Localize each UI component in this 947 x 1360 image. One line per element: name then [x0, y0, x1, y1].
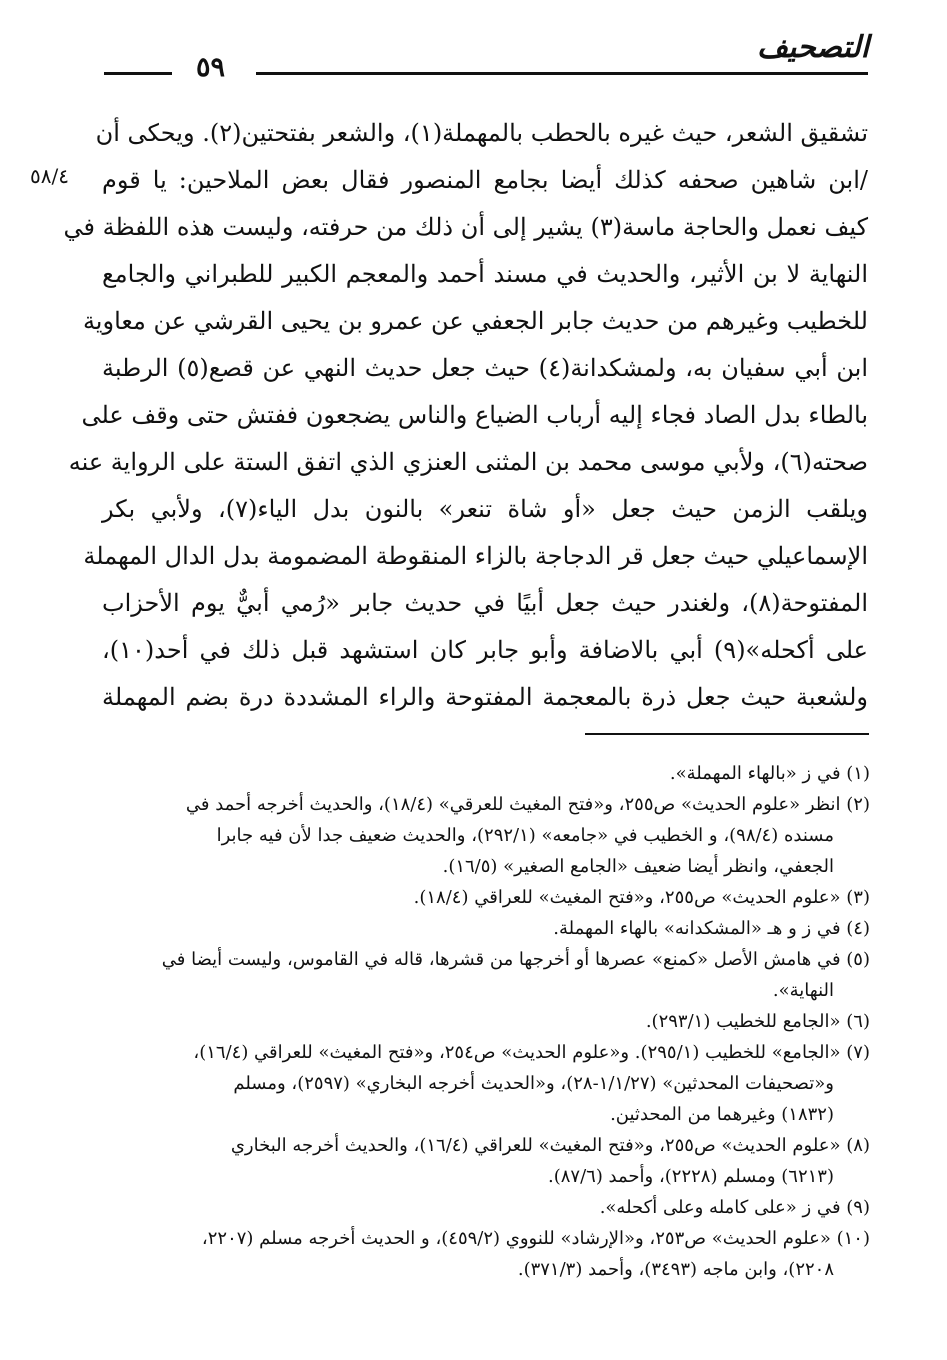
footnote-line: (١٠) «علوم الحديث» ص٢٥٣، و«الإرشاد» للنووي (٤٥٩/٢)، و الحديث أخرجه مسلم (٢٢٠٧،	[201, 1228, 870, 1249]
main-text	[63, 110, 869, 721]
running-header-title: التصحيف	[756, 30, 869, 65]
text-line: بالطاء بدل الصاد فجاء إليه أرباب الضياع والناس يضجعون ففتش حتى وقف على	[81, 401, 868, 429]
margin-reference: ٥٨/٤	[30, 164, 69, 188]
text-line: صحته(٦)، ولأبي موسى محمد بن المثنى العنزي الذي اتفق الستة على الرواية عنه	[68, 448, 868, 476]
footnote-line: النهاية».	[772, 980, 834, 1001]
footnote-line: و«تصحيفات المحدثين» (١/١/٢٧-٢٨)، و«الحديث أخرجه البخاري» (٢٥٩٧)، ومسلم	[233, 1073, 834, 1094]
footnote-line: (٦٢١٣) ومسلم (٢٢٢٨)، وأحمد (٨٧/٦).	[547, 1166, 834, 1187]
text-line: /ابن شاهين صحفه كذلك أيضا بجامع المنصور فقال بعض الملاحين: يا قوم	[102, 166, 868, 194]
footnote-line: (٢) انظر «علوم الحديث» ص٢٥٥، و«فتح المغيث للعرقي» (١٨/٤)، والحديث أخرجه أحمد في	[185, 794, 870, 815]
footnote-line: (١٨٣٢) وغيرهما من المحدثين.	[610, 1104, 834, 1125]
text-line: ولشعبة حيث جعل ذرة بالمعجمة المفتوحة والراء المشددة درة بضم المهملة	[102, 683, 868, 711]
text-line: الإسماعيلي حيث جعل قر الدجاجة بالزاء المنقوطة المضمومة بدل الدال المهملة	[83, 542, 868, 570]
text-line: كيف نعمل والحاجة ماسة(٣) يشير إلى أن ذلك من حرفته، وليست هذه اللفظة في	[63, 213, 868, 241]
text-line: النهاية لا بن الأثير، والحديث في مسند أحمد والمعجم الكبير للطبراني والجامع	[102, 260, 868, 288]
text-line: للخطيب وغيرهم من حديث جابر الجعفي عن عمرو بن يحيى القرشي عن معاوية	[82, 307, 868, 335]
footnote-line: (٩) في ز «على كامله وعلى أكحله».	[599, 1197, 870, 1218]
text-line: على أكحله»(٩) أبي بالاضافة وأبو جابر كان استشهد قبل ذلك في أحد(١٠)،	[102, 636, 869, 664]
footnote-line: الجعفي، وانظر أيضا ضعيف «الجامع الصغير» (١٦/٥).	[442, 856, 834, 877]
text-line: المفتوحة(٨)، ولغندر حيث جعل أبيًا في حديث جابر «رُمي أبيٌّ يوم الأحزاب	[102, 589, 868, 617]
footnote-line: مسنده (٩٨/٤)، و الخطيب في «جامعه» (٢٩٢/١)، والحديث ضعيف جدا لأن فيه جابرا	[216, 825, 834, 846]
footnote-line: (٦) «الجامع للخطيب (٢٩٣/١).	[645, 1011, 870, 1032]
footnote-line: (٥) في هامش الأصل «كمنع» عصرها أو أخرجها من قشرها، قاله في القاموس، وليست أيضا في	[161, 949, 870, 970]
footnote-line: (١) في ز «بالهاء المهملة».	[669, 763, 870, 784]
footnote-line: (٣) «علوم الحديث» ص٢٥٥، و«فتح المغيث» للعراقي (١٨/٤).	[413, 887, 870, 908]
footnote-line: (٨) «علوم الحديث» ص٢٥٥، و«فتح المغيث» للعراقي (١٦/٤)، والحديث أخرجه البخاري	[230, 1135, 870, 1156]
footnote-line: (٤) في ز و هـ «المشكدانه» بالهاء المهملة.	[553, 918, 870, 939]
header-rule-short	[104, 72, 172, 75]
footnotes	[100, 758, 870, 1285]
footnote-line: ٢٢٠٨)، وابن ماجه (٣٤٩٣)، وأحمد (٣٧١/٣).	[517, 1259, 834, 1280]
header-rule	[256, 72, 868, 75]
text-line: ويلقب الزمن حيث جعل «أو شاة تنعر» بالنون بدل الياء(٧)، ولأبي بكر	[102, 495, 868, 523]
footnote-separator	[585, 733, 869, 735]
page-number: ٥٩	[196, 52, 226, 83]
text-line: ابن أبي سفيان به، ولمشكدانة(٤) حيث جعل حديث النهي عن قصع(٥) الرطبة	[102, 354, 868, 382]
text-line: تشقيق الشعر، حيث غيره بالحطب بالمهملة(١)، والشعر بفتحتين(٢). ويحكى أن	[95, 119, 868, 147]
footnote-line: (٧) «الجامع» للخطيب (٢٩٥/١). و«علوم الحديث» ص٢٥٤، و«فتح المغيث» للعراقي (١٦/٤)،	[193, 1042, 870, 1063]
